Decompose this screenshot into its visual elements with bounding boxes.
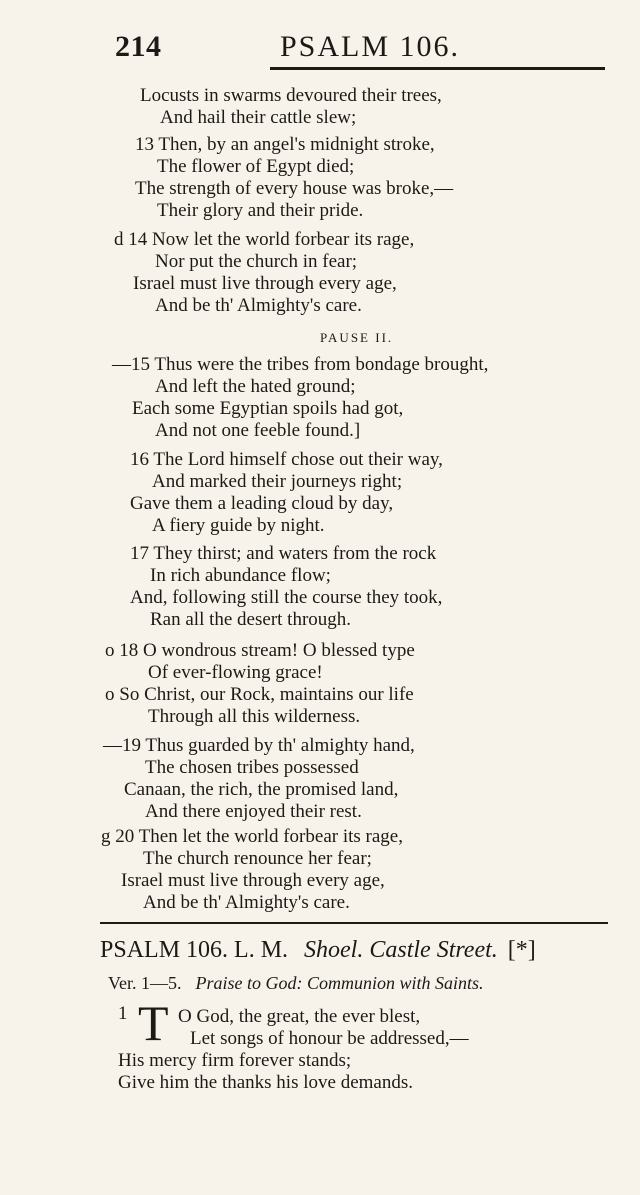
verse-line: A fiery guide by night.	[152, 515, 325, 536]
verse-line: —19 Thus guarded by th' almighty hand,	[103, 735, 415, 756]
verse-line: o So Christ, our Rock, maintains our life	[105, 684, 414, 705]
verse-line: Locusts in swarms devoured their trees,	[140, 85, 442, 106]
section-rule	[100, 922, 608, 924]
verse-line: Let songs of honour be addressed,—	[190, 1028, 469, 1049]
psalm-mark: [*]	[507, 937, 536, 963]
verse-number: 1	[118, 1003, 128, 1024]
verse-line: And marked their journeys right;	[152, 471, 403, 492]
psalm-subheading	[108, 973, 484, 994]
verse-line: And be th' Almighty's care.	[143, 892, 350, 913]
verse-line: Their glory and their pride.	[157, 200, 364, 221]
verse-line: g 20 Then let the world forbear its rage,	[101, 826, 403, 847]
tune-names: Shoel. Castle Street.	[304, 937, 498, 963]
verse-line: Ran all the desert through.	[150, 609, 352, 630]
verse-line: The flower of Egypt died;	[157, 156, 355, 177]
verse-line: His mercy firm forever stands;	[118, 1050, 352, 1071]
verse-line: The church renounce her fear;	[143, 848, 372, 869]
verse-line: Gave them a leading cloud by day,	[130, 493, 394, 514]
verse-line: And left the hated ground;	[155, 376, 356, 397]
verse-line: The strength of every house was broke,—	[135, 178, 454, 199]
verse-line: o 18 O wondrous stream! O blessed type	[105, 640, 415, 661]
verse-line: d 14 Now let the world forbear its rage,	[114, 229, 415, 250]
verse-line: And hail their cattle slew;	[160, 107, 357, 128]
psalm-description: Praise to God: Communion with Saints.	[195, 973, 484, 993]
verse-line: Of ever-flowing grace!	[148, 662, 323, 683]
verse-line: Each some Egyptian spoils had got,	[132, 398, 404, 419]
verse-line: Nor put the church in fear;	[155, 251, 358, 272]
verse-line: And be th' Almighty's care.	[155, 295, 362, 316]
page-number: 214	[115, 30, 162, 63]
verse-line: O God, the great, the ever blest,	[178, 1006, 421, 1027]
drop-cap: T	[138, 995, 169, 1051]
pause-heading: PAUSE II.	[320, 330, 394, 345]
verse-line: —15 Thus were the tribes from bondage brought,	[112, 354, 489, 375]
psalm-title: PSALM 106. L. M.	[100, 937, 289, 963]
header-rule	[270, 67, 605, 70]
verse-line: Israel must live through every age,	[121, 870, 385, 891]
verse-line: Israel must live through every age,	[133, 273, 397, 294]
verse-line: And there enjoyed their rest.	[145, 801, 362, 822]
verse-line: Give him the thanks his love demands.	[118, 1072, 413, 1093]
verse-line: 17 They thirst; and waters from the rock	[130, 543, 437, 564]
verse-line: 16 The Lord himself chose out their way,	[130, 449, 443, 470]
page-header	[115, 30, 605, 70]
verse-line: And not one feeble found.]	[155, 420, 361, 441]
verse-line: And, following still the course they took,	[130, 587, 443, 608]
psalm-heading	[100, 937, 536, 964]
running-head: PSALM 106.	[279, 30, 460, 63]
verse-line: In rich abundance flow;	[150, 565, 331, 586]
verse-line: Canaan, the rich, the promised land,	[124, 779, 399, 800]
verse-range: Ver. 1—5.	[108, 973, 182, 993]
verse-line: Through all this wilderness.	[148, 706, 361, 727]
verse-line: The chosen tribes possessed	[145, 757, 359, 778]
verse-line: 13 Then, by an angel's midnight stroke,	[135, 134, 435, 155]
